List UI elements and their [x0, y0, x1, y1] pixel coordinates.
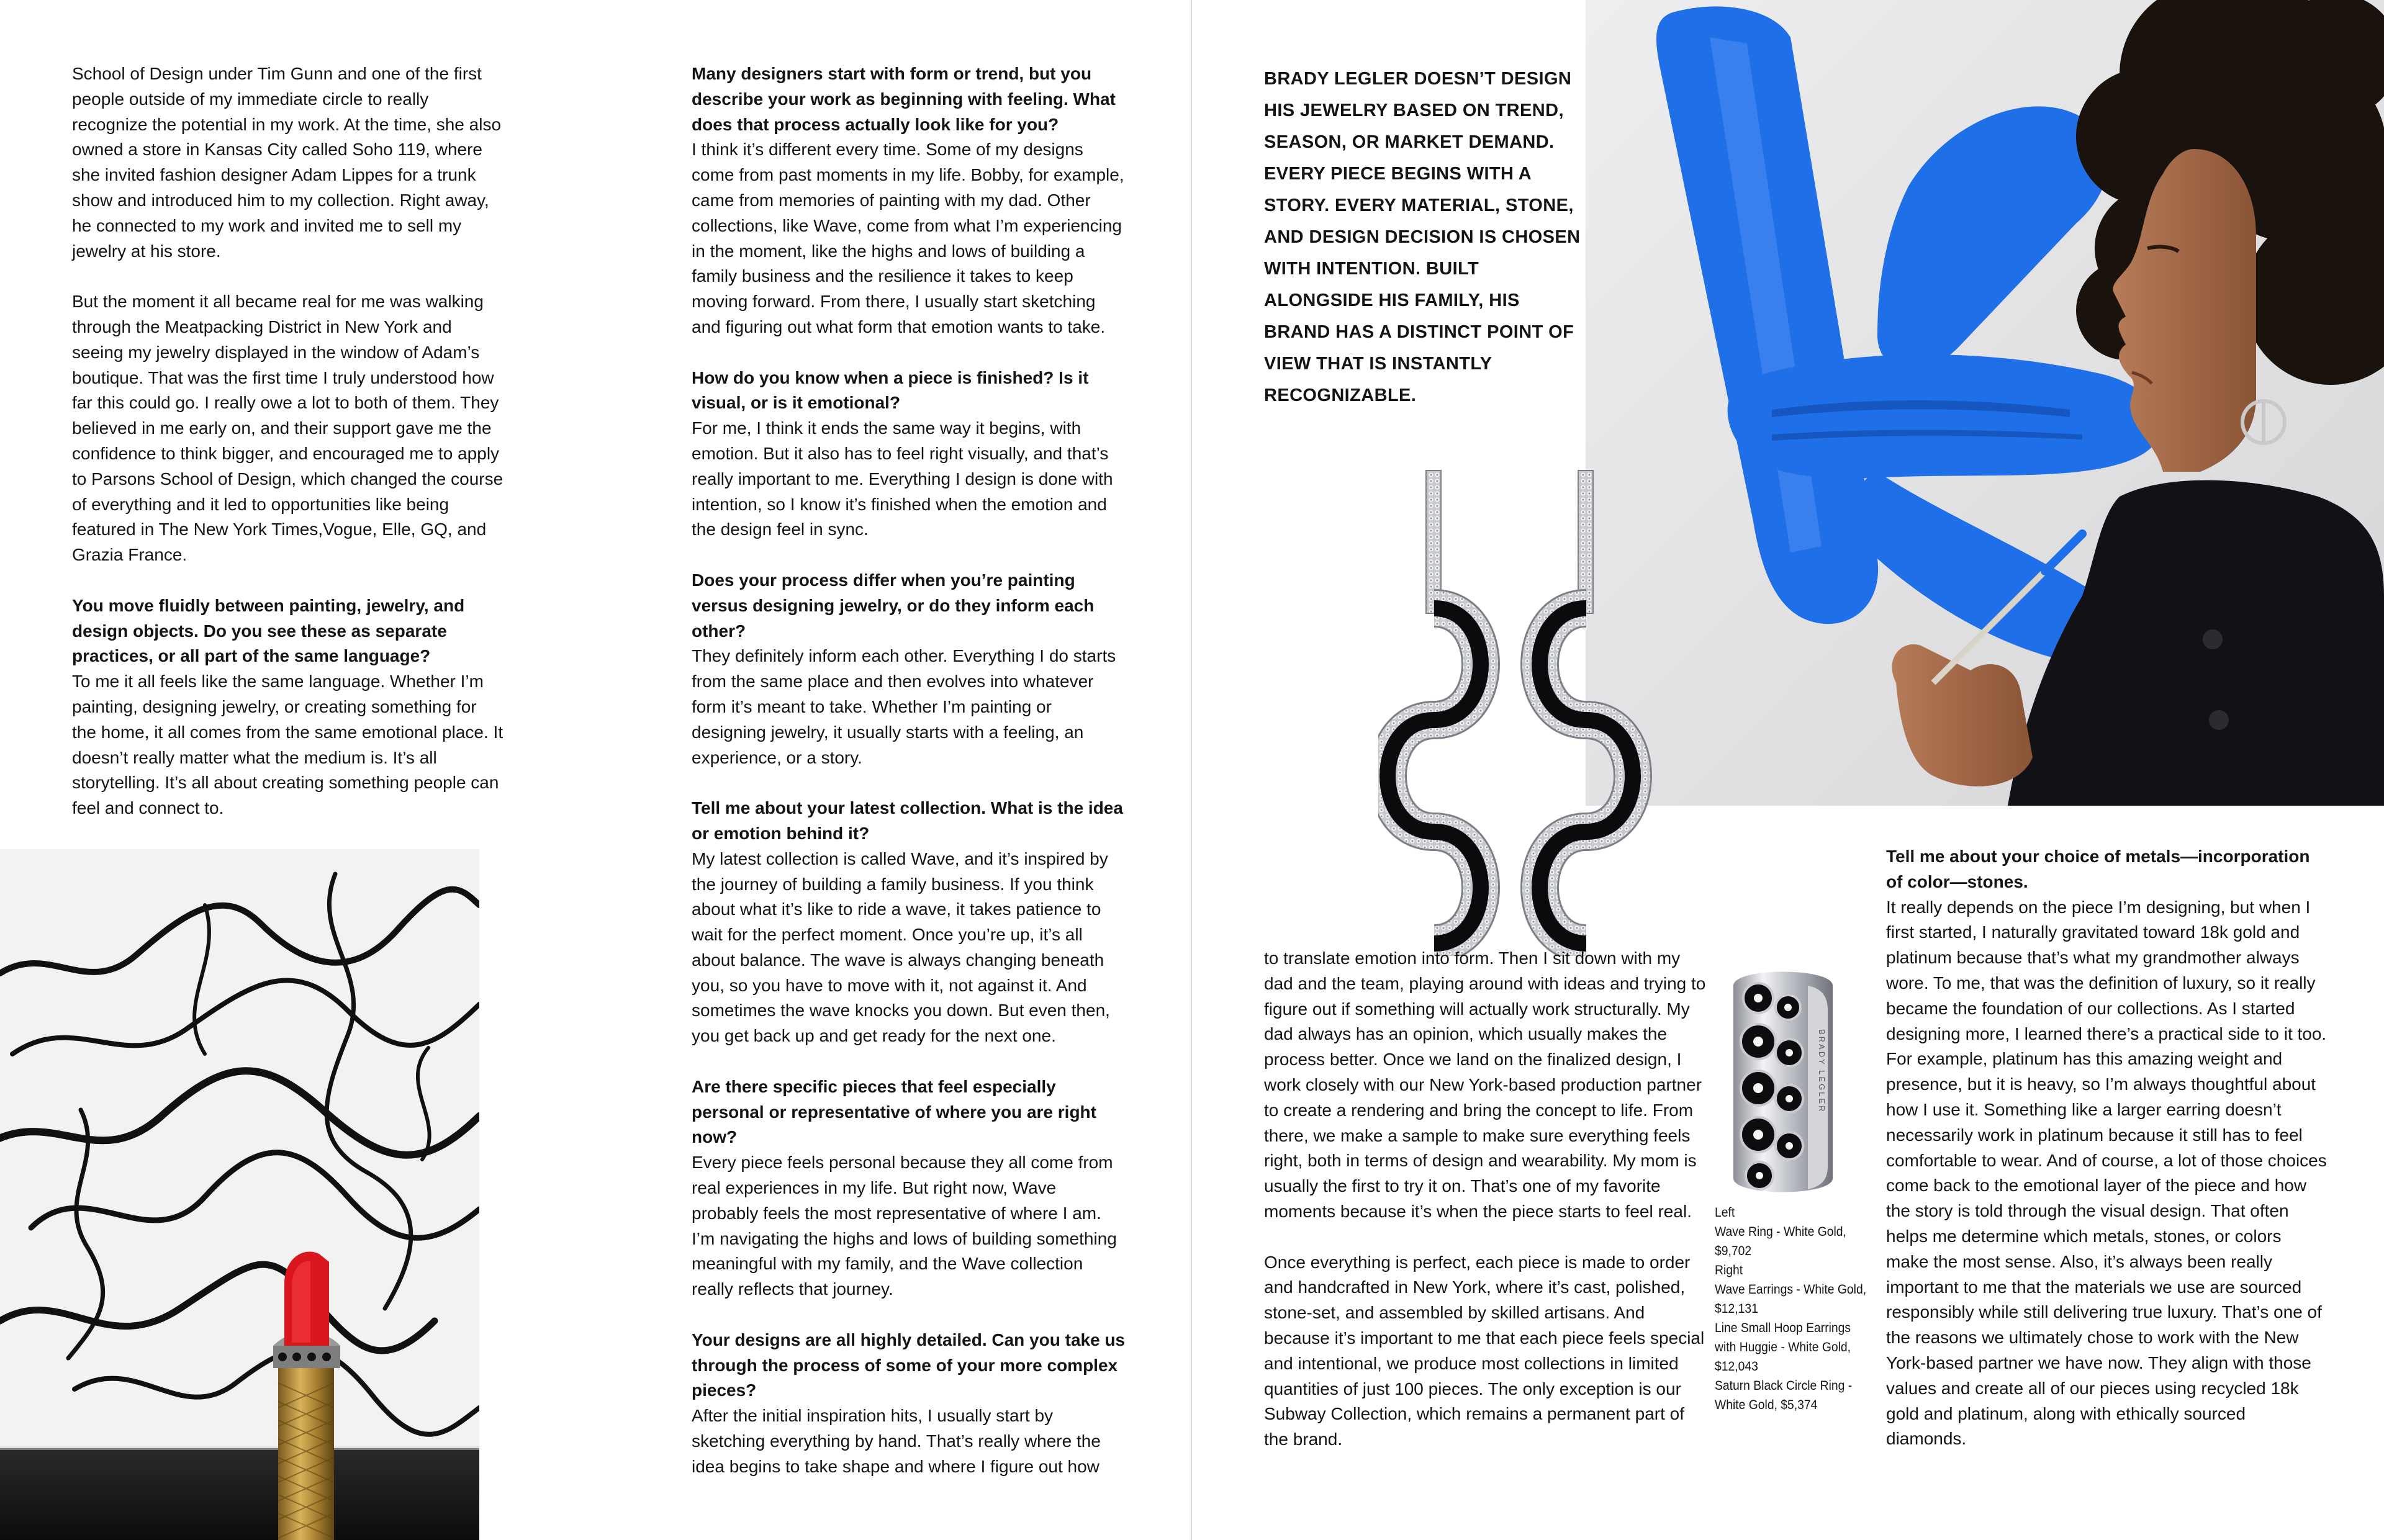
wave-earring-icon: [1378, 459, 1670, 956]
ring-engraving: BRADY LEGLER: [1817, 1029, 1826, 1114]
caption-line: Wave Earrings - White Gold,: [1715, 1282, 1867, 1297]
wave-earrings-photo: [1378, 459, 1670, 956]
question: Are there specific pieces that feel especially personal or representative of where you are right now?: [692, 1076, 1096, 1147]
swirl-artwork-photo: [0, 849, 479, 1540]
caption-line: $12,043: [1715, 1359, 1758, 1374]
question: You move fluidly between painting, jewelry, and design objects. Do you see these as separate practices, or all part of the same language?: [72, 595, 465, 666]
caption-line: Left: [1715, 1205, 1735, 1220]
question: Many designers start with form or trend, but you describe your work as beginning with feeling. What does that process actually look like for you?: [692, 64, 1116, 134]
answer: My latest collection is called Wave, and it’s inspired by the journey of building a family business. If you think about what it’s like to ride a wave, it takes patience to wait for the perfect moment. Once you’re up, it’s all about balance. The wave is always changing beneath you, so you have to move with it, not against it. And sometimes the wave knocks you down. But even then, you get back up and get ready for the next one.: [692, 849, 1110, 1046]
saturn-ring-icon: [1715, 961, 1851, 1203]
question: How do you know when a piece is finished? Is it visual, or is it emotional?: [692, 367, 1089, 413]
question: Tell me about your choice of metals—incorporation of color—stones.: [1886, 847, 2310, 891]
product-caption: [1715, 1203, 1909, 1415]
question: Tell me about your latest collection. What is the idea or emotion behind it?: [692, 798, 1123, 843]
caption-line: Right: [1715, 1263, 1743, 1277]
question: Your designs are all highly detailed. Can you take us through the process of some of your more complex pieces?: [692, 1330, 1126, 1400]
answer: After the initial inspiration hits, I usually start by sketching everything by hand. That’s really where the idea begins to take shape and where I figure out how: [692, 1406, 1101, 1476]
right-page: [1192, 0, 2384, 1540]
caption-line: Line Small Hoop Earrings: [1715, 1321, 1851, 1335]
paragraph: to translate emotion into form. Then I sit down with my dad and the team, playing around with ideas and trying to figure out if something will actually work structurally. My dad always has an opinion, which usually makes the process better. Once we land on the finalized design, I work closely with our New York-based production partner to create a rendering and bring the concept to life. From there, we make a sample to make sure everything feels right, both in terms of design and wearability. My mom is usually the first to try it on. That’s one of my favorite moments because it’s when the piece starts to feel real.: [1264, 948, 1706, 1221]
portrait-photo: [1586, 0, 2384, 806]
answer: For me, I think it ends the same way it begins, with emotion. But it also has to feel right visually, and that’s really important to me. Everything I design is done with intention, so I know it’s finished when the emotion and the design feel in sync.: [692, 418, 1113, 539]
swirl-artwork-icon: [0, 849, 479, 1540]
left-column-1: [72, 61, 504, 821]
left-column-2: [692, 61, 1126, 1480]
caption-line: $12,131: [1715, 1302, 1758, 1316]
answer: Every piece feels personal because they all come from real experiences in my life. But right now, Wave probably feels the most representative of where I am. I’m navigating the highs and lows of building something meaningful with my family, and the Wave collection really reflects that journey.: [692, 1153, 1117, 1299]
caption-line: with Huggie - White Gold,: [1715, 1340, 1851, 1354]
caption-line: White Gold, $5,374: [1715, 1398, 1818, 1412]
right-column-2: [1886, 844, 2328, 1452]
caption-line: Saturn Black Circle Ring -: [1715, 1379, 1853, 1393]
caption-line: Wave Ring - White Gold,: [1715, 1225, 1846, 1239]
answer: They definitely inform each other. Everything I do starts from the same place and then evolves into whatever form it’s meant to take. Whether I’m painting or designing jewelry, it usually starts with a feeling, an experience, or a story.: [692, 646, 1116, 767]
right-column-1: [1264, 946, 1711, 1452]
paragraph: School of Design under Tim Gunn and one of the first people outside of my immediate circle to really recognize the potential in my work. At the time, she also owned a store in Kansas City called Soho 119, where she invited fashion designer Adam Lippes for a trunk show and introduced him to my collection. Right away, he connected to my work and invited me to sell my jewelry at his store.: [72, 64, 502, 261]
paragraph: But the moment it all became real for me was walking through the Meatpacking District in New York and seeing my jewelry displayed in the window of Adam’s boutique. That was the first time I truly understood how far this could go. I really owe a lot to both of them. They believed in me early on, and their support gave me the confidence to think bigger, and encouraged me to apply to Parsons School of Design, which changed the course of everything and it led to opportunities like being featured in The New York Times,Vogue, Elle, GQ, and Grazia France.: [72, 292, 503, 565]
pull-quote: BRADY LEGLER DOESN’T DESIGN HIS JEWELRY BASED ON TREND, SEASON, OR MARKET DEMAND. EVERY PIECE BEGINS WITH A STORY. EVERY MATERIAL, STONE, AND DESIGN DECISION IS CHOSEN WITH INTENTION. BUILT ALONGSIDE HIS FAMILY, HIS BRAND HAS A DISTINCT POINT OF VIEW THAT IS INSTANTLY RECOGNIZABLE.: [1264, 69, 1581, 405]
answer: It really depends on the piece I’m designing, but when I first started, I naturally gravitated toward 18k gold and platinum because that’s what my grandmother always wore. To me, that was the definition of luxury, so it really became the foundation of our collections. As I started designing more, I learned there’s a practical side to it too. For example, platinum has this amazing weight and presence, but it is heavy, so I’m always thoughtful about how I use it. Something like a larger earring doesn’t necessarily work in platinum because it still has to feel comfortable to wear. And of course, a lot of those choices come back to the emotional layer of the piece and how the story is told through the visual design. That often helps me determine which metals, stones, or colors make the most sense. Also, it’s always been really important to me that the materials we use are sourced responsibly while still delivering true luxury. That’s one of the reasons we ultimately chose to work with the New York-based partner we have now. They align with those values and create all of our pieces using recycled 18k gold and platinum, along with ethically sourced diamonds.: [1886, 897, 2327, 1449]
saturn-ring-photo: [1715, 961, 1851, 1203]
answer: I think it’s different every time. Some of my designs come from past moments in my life. Bobby, for example, came from memories of painting with my dad. Other collections, like Wave, come from what I’m experiencing in the moment, like the highs and lows of building a family business and the resilience it takes to keep moving forward. From there, I usually start sketching and figuring out what form that emotion wants to take.: [692, 140, 1124, 336]
paragraph: Once everything is perfect, each piece is made to order and handcrafted in New York, where it’s cast, polished, stone-set, and assembled by skilled artisans. And because it’s important to me that each piece feels special and intentional, we produce most collections in limited quantities of just 100 pieces. The only exception is our Subway Collection, which remains a permanent part of the brand.: [1264, 1252, 1705, 1449]
caption-line: $9,702: [1715, 1244, 1752, 1258]
question: Does your process differ when you’re painting versus designing jewelry, or do they inform each other?: [692, 570, 1095, 641]
answer: To me it all feels like the same language. Whether I’m painting, designing jewelry, or creating something for the home, it all comes from the same emotional place. It doesn’t really matter what the medium is. It’s all storytelling. It’s all about creating something people can feel and connect to.: [72, 672, 503, 818]
portrait-painter-icon: [1586, 0, 2384, 806]
